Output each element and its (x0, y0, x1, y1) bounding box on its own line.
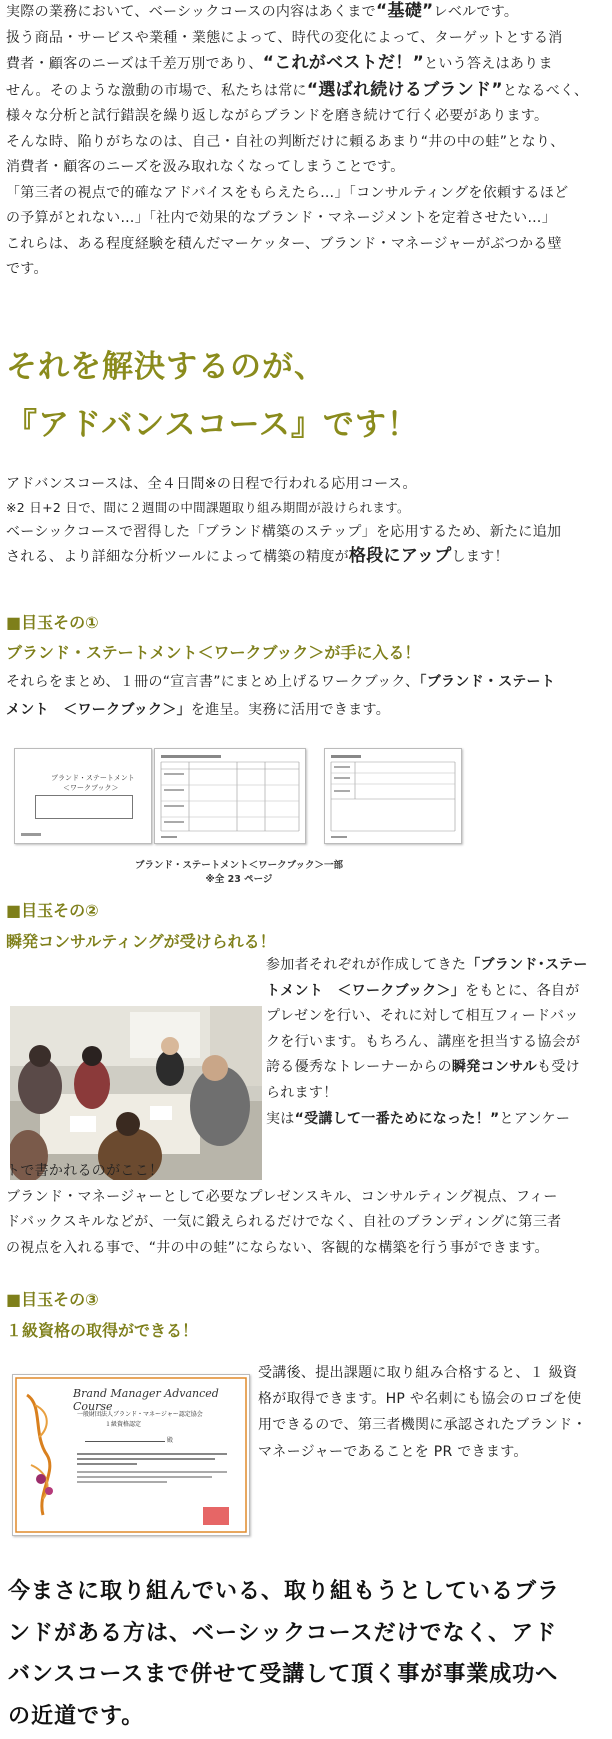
point2-side-text: 参加者それぞれが作成してきた「ブランド･ステー トメント ＜ワークブック＞」をもとに、各自が プレゼンを行い、それに対して相互フィードバッ クを行います。もちろん、講座を担当する協会が 誇る優秀なトレーナーからの瞬発コンサルも受け られます！ 実は“受講して一番ためになった！”とアンケー (266, 957, 588, 1127)
advanced-line: アドバンスコースは、全４日間※の日程で行われる応用コース。 (6, 476, 417, 492)
certificate-name-line (85, 1433, 165, 1442)
intro-line: 消費者・顧客のニーズを汲み取れなくなってしまうことです。 (6, 159, 405, 175)
workbook-caption: ブランド・ステートメント＜ワークブック＞一部 ※全 23 ページ (134, 860, 344, 885)
closing-message: 今まさに取り組んでいる、取り組もうとしているブラ ンドがある方は、ベーシックコースだけでなく、アド バンスコースまで併せて受講して頂く事が事業成功へ の近道です。 (8, 1579, 561, 1729)
intro-line: これらは、ある程度経験を積んだマーケッター、ブランド・マネージャーがぶつかる壁 (6, 235, 562, 252)
intro-line: 扱う商品・サービスや業種・業態によって、時代の変化によって、ターゲットとする消 (6, 29, 563, 46)
point2-title: 瞬発コンサルティングが受けられる！ (6, 932, 276, 951)
advanced-description (6, 472, 610, 569)
certificate-grade: １級資格認定 (105, 1421, 142, 1428)
workbook-cover-subtitle: ＜ワークブック＞ (63, 784, 119, 792)
point1-title: ブランド・ステートメント＜ワークブック＞が手に入る！ (6, 643, 421, 662)
point1-heading: ■目玉その① (6, 613, 99, 632)
point3-title: １級資格の取得ができる！ (6, 1321, 199, 1340)
certificate-title: Brand Manager Advanced Course (73, 1387, 219, 1413)
hero-line-1: それを解決するのが、 (6, 349, 326, 385)
point2-heading: ■目玉その② (6, 901, 99, 920)
intro-line: 費者・顧客のニーズは千差万別であり、“これがベストだ！”という答えはありま (6, 53, 553, 73)
certificate-image (12, 1374, 250, 1536)
intro-line: です。 (6, 261, 48, 277)
seminar-photo (10, 1006, 262, 1180)
seminar-photo-graphic (10, 1006, 262, 1180)
intro-line: 「第三者の視点で的確なアドバイスをもらえたら…」「コンサルティングを依頼するほど (6, 184, 569, 201)
workbook-page-3-image (324, 748, 462, 844)
workbook-cover-image (14, 748, 152, 844)
intro-line: の予算がとれない…」「社内で効果的なブランド・マネージメントを定着させたい…」 (6, 210, 556, 226)
point2-body-text: トで書かれるのがここ！ ブランド・マネージャーとして必要なプレゼンスキル、コンサルティング視点、フィー ドバックスキルなどが、一気に鍛えられるだけでなく、自社のブランディングに第三者 の視点を入れる事で、“井の中の蛙”にならない、客観的な構築を行う事ができます。 (6, 1163, 562, 1256)
point1-text: それらをまとめ、１冊の“宣言書”にまとめ上げるワークブック、「ブランド・ステート メント ＜ワークブック＞」を進呈。実務に活用できます。 (6, 674, 556, 718)
intro-line: せん。そのような激動の市場で、私たちは常に“選ばれ続けるブランド”となるべく、 (6, 79, 589, 100)
intro-line: 様々な分析と試行錯誤を繰り返しながらブランドを磨き続けて行く必要があります。 (6, 108, 549, 124)
certificate-honorific: 殿 (167, 1437, 174, 1444)
intro-text (6, 0, 610, 283)
workbook-form-graphic (325, 749, 461, 843)
workbook-page-2-image (154, 748, 306, 844)
intro-line: 実際の業務において、ベーシックコースの内容はあくまで“基礎”レベルです。 (6, 1, 519, 21)
cover-frame (35, 795, 133, 819)
certificate-org: 一般財団法人ブランド・マネージャー認定協会 (77, 1411, 203, 1418)
advanced-note: ※2 日+2 日で、間に２週間の中間課題取り組み期間が設けられます。 (6, 500, 410, 515)
hero-heading (6, 338, 419, 454)
workbook-table-graphic (155, 749, 305, 843)
intro-line: そんな時、陥りがちなのは、自己・自社の判断だけに頼るあまり“井の中の蛙”となり、 (6, 133, 565, 150)
logo-mark (21, 833, 41, 836)
advanced-line: ベーシックコースで習得した「ブランド構築のステップ」を応用するため、新たに追加 (6, 524, 562, 540)
certificate-body-lines (77, 1453, 227, 1483)
point3-text: 受講後、提出課題に取り組み合格すると、１ 級資 格が取得できます。HP や名刺にも協会のロゴを使 用できるので、第三者機関に承認されたブランド・ マネージャーであることを PR できます。 (258, 1365, 587, 1460)
advanced-line: される、より詳細な分析ツールによって構築の精度が格段にアップします！ (6, 546, 509, 566)
hero-line-2: 『アドバンスコース』です！ (6, 407, 419, 443)
workbook-cover-title: ブランド・ステートメント (51, 774, 135, 782)
point3-heading: ■目玉その③ (6, 1290, 99, 1309)
